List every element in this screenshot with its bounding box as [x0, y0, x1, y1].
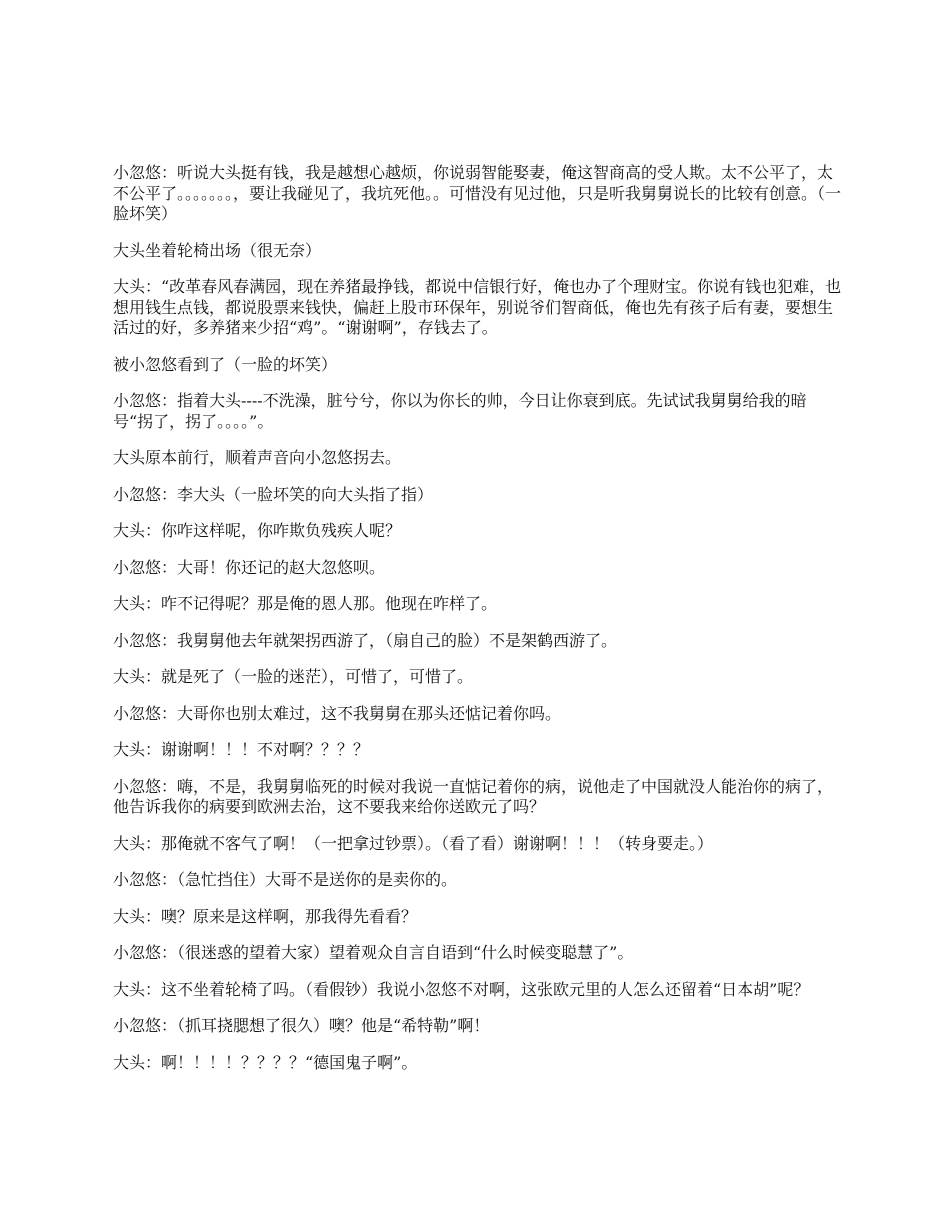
- paragraph: 小忽悠：（急忙挡住）大哥不是送你的是卖你的。: [113, 870, 458, 889]
- paragraph: 小忽悠：（很迷惑的望着大家）望着观众自言自语到“什么时候变聪慧了”。: [113, 943, 634, 962]
- paragraph: 小忽悠：李大头（一脸坏笑的向大头指了指）: [113, 484, 434, 504]
- paragraph: 小忽悠：嗨，不是，我舅舅临死的时候对我说一直惦记着你的病，说他走了中国就没人能治你的病了，他告诉我你的病要到欧洲去治，这不要我来给你送欧元了吗？: [113, 776, 834, 816]
- paragraph: 小忽悠：大哥你也别太难过，这不我舅舅在那头还惦记着你吗。: [113, 703, 562, 723]
- paragraph: 大头原本前行，顺着声音向小忽悠拐去。: [113, 448, 402, 467]
- paragraph: 大头：咋不记得呢？那是俺的恩人那。他现在咋样了。: [113, 594, 498, 613]
- paragraph: 小忽悠：我舅舅他去年就架拐西游了，（扇自己的脸）不是架鹤西游了。: [113, 630, 618, 650]
- paragraph: 大头：就是死了（一脸的迷茫），可惜了，可惜了。: [113, 667, 474, 686]
- document-body: [113, 163, 843, 1089]
- paragraph: 小忽悠：（抓耳挠腮想了很久）噢？他是“希特勒”啊！: [113, 1016, 490, 1035]
- paragraph: 大头：“改革春风春满园，现在养猪最挣钱，都说中信银行好，俺也办了个理财宝。你说有钱也犯难，也想用钱生点钱，都说股票来钱快，偏赶上股市环保年，别说爷们智商低，俺也先有孩子后有妻，要想生活过的好，多养猪来少招“鸡”。“谢谢啊”，存钱去了。: [113, 277, 842, 337]
- paragraph: 大头坐着轮椅出场（很无奈）: [113, 240, 322, 260]
- paragraph: 小忽悠：大哥！你还记的赵大忽悠呗。: [113, 557, 386, 577]
- paragraph: 小忽悠：指着大头----不洗澡，脏兮兮，你以为你长的帅，今日让你衰到底。先试试我舅舅给我的暗号“拐了，拐了。。。。”。: [113, 391, 807, 431]
- paragraph: 大头：谢谢啊！！！不对啊？？？？: [113, 740, 370, 759]
- paragraph: 大头：这不坐着轮椅了吗。（看假钞）我说小忽悠不对啊，这张欧元里的人怎么还留着“日本胡”呢？: [113, 979, 810, 999]
- paragraph: 大头：你咋这样呢，你咋欺负残疾人呢？: [113, 521, 402, 540]
- paragraph: 大头：噢？原来是这样啊，那我得先看看？: [113, 906, 418, 926]
- paragraph: 小忽悠：听说大头挺有钱，我是越想心越烦，你说弱智能娶妻，俺这智商高的受人欺。太不公平了，太不公平了。。。。。。。，要让我碰见了，我坑死他。。可惜没有见过他，只是听我舅舅说长的比较有创意。（一脸坏笑）: [113, 163, 842, 223]
- paragraph: 大头：那俺就不客气了啊！（一把拿过钞票）。（看了看）谢谢啊！！！（转身要走。）: [113, 833, 714, 853]
- paragraph: 被小忽悠看到了（一脸的坏笑）: [113, 354, 338, 374]
- paragraph: 大头：啊！！！！？？？？“德国鬼子啊”。: [113, 1052, 418, 1072]
